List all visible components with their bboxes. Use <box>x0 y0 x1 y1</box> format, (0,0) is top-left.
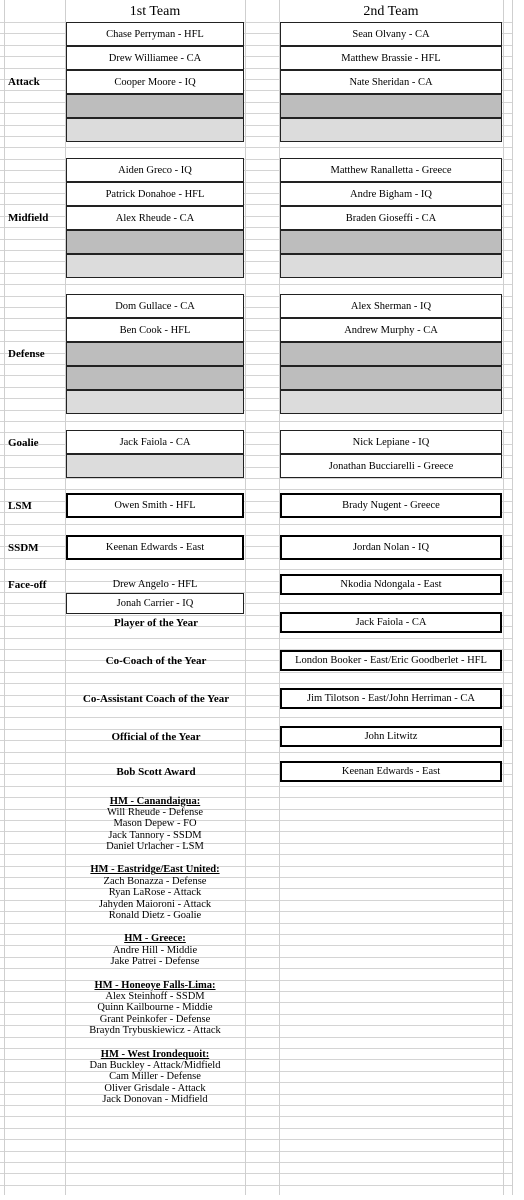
empty-slot <box>66 118 244 142</box>
grid-line <box>0 854 512 855</box>
first-team-midfield-player: Aiden Greco - IQ <box>66 158 244 182</box>
first-team-midfield-player: Alex Rheude - CA <box>66 206 244 230</box>
grid-line <box>0 147 512 148</box>
hm-player: Braydn Trybuskiewicz - Attack <box>89 1025 221 1037</box>
grid-line <box>0 1185 512 1186</box>
hm-player: Zach Bonazza - Defense <box>103 875 207 887</box>
grid-line <box>0 284 512 285</box>
hm-player: Ronald Dietz - Goalie <box>108 910 202 922</box>
hm-player: Jake Patrei - Defense <box>110 956 200 968</box>
grid-line <box>0 569 512 570</box>
award-title: Official of the Year <box>111 730 201 743</box>
award-winner: London Booker - East/Eric Goodberlet - HFL <box>280 650 502 671</box>
hm-player: Grant Peinkofer - Defense <box>99 1013 211 1025</box>
hm-heading: HM - Eastridge/East United: <box>90 864 220 876</box>
empty-slot <box>280 94 502 118</box>
empty-slot <box>66 254 244 278</box>
award-winner: Keenan Edwards - East <box>280 761 502 782</box>
hm-heading: HM - Honeoye Falls-Lima: <box>94 979 216 991</box>
grid-column-line <box>4 0 5 1195</box>
hm-player: Oliver Grisdale - Attack <box>104 1082 206 1094</box>
empty-slot <box>66 230 244 254</box>
empty-slot <box>66 94 244 118</box>
grid-line <box>0 421 512 422</box>
grid-column-line <box>245 0 246 1195</box>
hm-heading: HM - West Irondequoit: <box>100 1048 210 1060</box>
second-team-lsm: Brady Nugent - Greece <box>280 493 502 518</box>
grid-line <box>0 1151 512 1152</box>
hm-player: Jack Tannory - SSDM <box>108 829 202 841</box>
grid-line <box>0 1116 512 1117</box>
hm-heading: HM - Canandaigua: <box>109 795 201 807</box>
award-title: Co-Coach of the Year <box>105 654 207 667</box>
second-team-defense-player: Andrew Murphy - CA <box>280 318 502 342</box>
grid-line <box>0 489 512 490</box>
header-second-team: 2nd Team <box>363 4 419 19</box>
grid-line <box>0 1037 512 1038</box>
first-team-defense-player: Ben Cook - HFL <box>66 318 244 342</box>
grid-line <box>0 672 512 673</box>
grid-line <box>0 1162 512 1163</box>
empty-slot <box>280 254 502 278</box>
empty-slot <box>280 230 502 254</box>
second-team-goalie: Nick Lepiane - IQ <box>280 430 502 454</box>
empty-slot <box>66 366 244 390</box>
grid-line <box>0 968 512 969</box>
section-label-midfield: Midfield <box>8 212 49 224</box>
section-label-ssdm: SSDM <box>8 542 39 554</box>
grid-line <box>0 638 512 639</box>
award-title: Player of the Year <box>114 616 198 629</box>
empty-slot <box>66 454 244 478</box>
hm-player: Andre Hill - Middie <box>112 944 198 956</box>
first-team-faceoff: Jonah Carrier - IQ <box>66 593 244 614</box>
section-label-lsm: LSM <box>8 500 32 512</box>
grid-line <box>0 923 512 924</box>
grid-column-line <box>512 0 513 1195</box>
second-team-midfield-player: Andre Bigham - IQ <box>280 182 502 206</box>
section-label-faceoff: Face-off <box>8 579 47 591</box>
second-team-ssdm: Jordan Nolan - IQ <box>280 535 502 560</box>
hm-player: Quinn Kailbourne - Middie <box>97 1002 213 1014</box>
hm-heading: HM - Greece: <box>124 933 186 945</box>
section-label-attack: Attack <box>8 76 40 88</box>
first-team-attack-player: Cooper Moore - IQ <box>66 70 244 94</box>
hm-player: Ryan LaRose - Attack <box>108 887 202 899</box>
second-team-midfield-player: Braden Gioseffi - CA <box>280 206 502 230</box>
empty-slot <box>280 342 502 366</box>
grid-line <box>0 1128 512 1129</box>
first-team-attack-player: Drew Williamee - CA <box>66 46 244 70</box>
hm-player: Jahyden Maioroni - Attack <box>98 898 212 910</box>
section-label-goalie: Goalie <box>8 437 39 449</box>
hm-player: Jack Donovan - Midfield <box>102 1094 208 1106</box>
hm-player: Daniel Urlacher - LSM <box>106 841 204 853</box>
hm-player: Alex Steinhoff - SSDM <box>105 991 205 1002</box>
award-winner: Jim Tilotson - East/John Herriman - CA <box>280 688 502 709</box>
empty-slot <box>66 342 244 366</box>
first-team-midfield-player: Patrick Donahoe - HFL <box>66 182 244 206</box>
second-team-attack-player: Nate Sheridan - CA <box>280 70 502 94</box>
grid-line <box>0 1139 512 1140</box>
second-team-goalie: Jonathan Bucciarelli - Greece <box>280 454 502 478</box>
grid-line <box>0 478 512 479</box>
grid-line <box>0 752 512 753</box>
hm-player: Cam Miller - Defense <box>109 1071 201 1083</box>
grid-line <box>0 717 512 718</box>
hm-player: Mason Depew - FO <box>113 818 197 830</box>
award-winner: John Litwitz <box>280 726 502 747</box>
first-team-lsm: Owen Smith - HFL <box>66 493 244 518</box>
second-team-faceoff: Nkodia Ndongala - East <box>280 574 502 595</box>
empty-slot <box>280 366 502 390</box>
first-team-goalie: Jack Faiola - CA <box>66 430 244 454</box>
empty-slot <box>280 390 502 414</box>
grid-line <box>0 1173 512 1174</box>
second-team-midfield-player: Matthew Ranalletta - Greece <box>280 158 502 182</box>
empty-slot <box>280 118 502 142</box>
award-winner: Jack Faiola - CA <box>280 612 502 633</box>
first-team-defense-player: Dom Gullace - CA <box>66 294 244 318</box>
grid-line <box>0 683 512 684</box>
first-team-ssdm: Keenan Edwards - East <box>66 535 244 560</box>
award-title: Bob Scott Award <box>116 765 196 778</box>
first-team-faceoff: Drew Angelo - HFL <box>112 579 198 590</box>
hm-player: Will Rheude - Defense <box>106 806 204 818</box>
grid-column-line <box>503 0 504 1195</box>
first-team-attack-player: Chase Perryman - HFL <box>66 22 244 46</box>
second-team-attack-player: Sean Olvany - CA <box>280 22 502 46</box>
award-title: Co-Assistant Coach of the Year <box>82 692 230 705</box>
section-label-defense: Defense <box>8 348 45 360</box>
grid-line <box>0 786 512 787</box>
empty-slot <box>66 390 244 414</box>
header-first-team: 1st Team <box>129 4 181 19</box>
second-team-attack-player: Matthew Brassie - HFL <box>280 46 502 70</box>
hm-player: Dan Buckley - Attack/Midfield <box>89 1059 221 1071</box>
grid-line <box>0 524 512 525</box>
second-team-defense-player: Alex Sherman - IQ <box>280 294 502 318</box>
